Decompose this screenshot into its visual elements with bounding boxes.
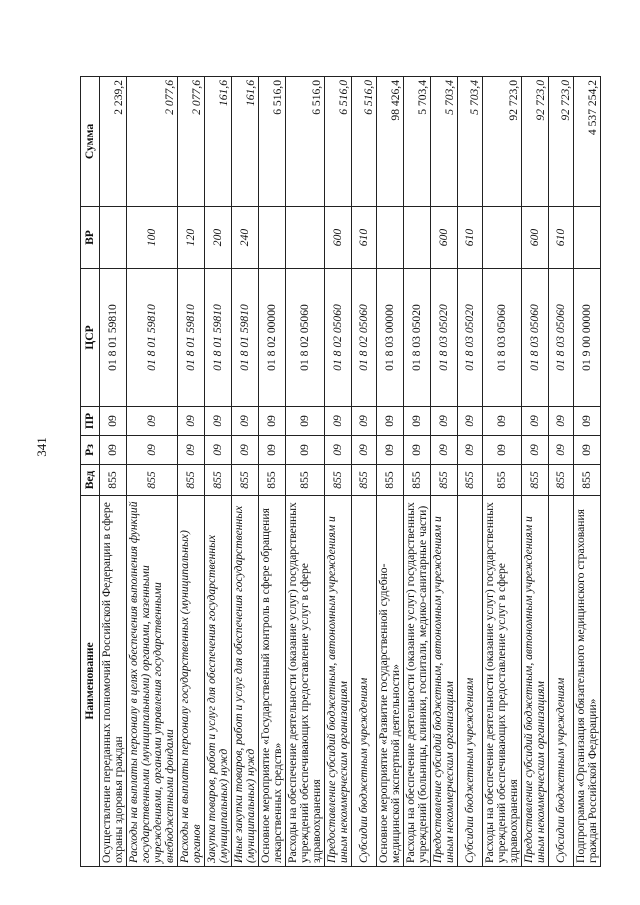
header-pr: ПР [81,407,100,436]
cell-rz: 09 [352,436,377,465]
cell-vr: 610 [352,207,377,269]
cell-ved: 855 [431,465,458,496]
cell-csr: 01 9 00 00000 [574,269,601,407]
cell-sum: 161,6 [232,77,259,207]
header-ved: Вед [81,465,100,496]
cell-vr [100,207,127,269]
cell-sum: 92 723,0 [483,77,522,207]
cell-vr [259,207,286,269]
cell-rz: 09 [205,436,232,465]
cell-ved: 855 [232,465,259,496]
cell-rz: 09 [458,436,483,465]
cell-name: Субсидии бюджетным учреждениям [352,496,377,867]
cell-pr: 09 [522,407,549,436]
cell-rz: 09 [431,436,458,465]
cell-csr: 01 8 03 05060 [522,269,549,407]
cell-vr: 240 [232,207,259,269]
cell-pr: 09 [431,407,458,436]
cell-csr: 01 8 03 05020 [458,269,483,407]
cell-pr: 09 [127,407,178,436]
cell-sum: 6 516,0 [286,77,325,207]
cell-csr: 01 8 01 59810 [205,269,232,407]
cell-csr: 01 8 01 59810 [178,269,205,407]
cell-name: Расходы на обеспечение деятельности (оказание услуг) государственных учреждений обеспечивающих предоставление услуг в сфере здравоохранения [286,496,325,867]
page-number: 341 [34,437,49,457]
cell-sum: 92 723,0 [549,77,574,207]
cell-pr: 09 [232,407,259,436]
cell-sum: 5 703,4 [431,77,458,207]
cell-csr: 01 8 03 05060 [483,269,522,407]
cell-sum: 2 077,6 [178,77,205,207]
table-row [458,77,483,867]
table-row [431,77,458,867]
cell-sum: 2 077,6 [127,77,178,207]
cell-csr: 01 8 02 05060 [325,269,352,407]
cell-vr: 100 [127,207,178,269]
cell-name: Предоставление субсидий бюджетным, автономным учреждениям и иным некоммерческим организациям [431,496,458,867]
cell-rz: 09 [259,436,286,465]
cell-vr [404,207,431,269]
table-row [549,77,574,867]
cell-ved: 855 [286,465,325,496]
cell-rz: 09 [127,436,178,465]
cell-ved: 855 [377,465,404,496]
cell-ved: 855 [404,465,431,496]
cell-sum: 6 516,0 [325,77,352,207]
table-row [325,77,352,867]
cell-vr: 600 [522,207,549,269]
cell-csr: 01 8 03 00000 [377,269,404,407]
cell-vr: 600 [325,207,352,269]
cell-pr: 09 [286,407,325,436]
cell-csr: 01 8 03 05020 [431,269,458,407]
cell-pr: 09 [205,407,232,436]
cell-csr: 01 8 03 05060 [549,269,574,407]
cell-csr: 01 8 01 59810 [127,269,178,407]
table-row [232,77,259,867]
cell-name: Субсидии бюджетным учреждениям [458,496,483,867]
cell-name: Расходы на выплаты персоналу в целях обеспечения выполнения функций государственными (муниципальными) органами, казенными учреждениями, органами управления государственными внебюджетными фондами [127,496,178,867]
cell-name: Подпрограмма «Организация обязательного медицинского страхования граждан Российской Федерации» [574,496,601,867]
cell-name: Субсидии бюджетным учреждениям [549,496,574,867]
cell-rz: 09 [100,436,127,465]
cell-ved: 855 [574,465,601,496]
cell-name: Основное мероприятие «Развитие государственной судебно-медицинской экспертной деятельности» [377,496,404,867]
cell-name: Расходы на обеспечение деятельности (оказание услуг) государственных учреждений обеспечивающих предоставление услуг в сфере здравоохранения [483,496,522,867]
cell-rz: 09 [483,436,522,465]
cell-rz: 09 [377,436,404,465]
cell-name: Расходы на выплаты персоналу государственных (муниципальных) органов [178,496,205,867]
cell-pr: 09 [483,407,522,436]
cell-pr: 09 [352,407,377,436]
cell-pr: 09 [549,407,574,436]
table-row [286,77,325,867]
cell-vr [574,207,601,269]
cell-name: Иные закупки товаров, работ и услуг для обеспечения государственных (муниципальных) нужд [232,496,259,867]
table-header-row [81,77,100,867]
cell-name: Закупка товаров, работ и услуг для обеспечения государственных (муниципальных) нужд [205,496,232,867]
cell-ved: 855 [522,465,549,496]
cell-sum: 4 537 254,2 [574,77,601,207]
cell-vr [286,207,325,269]
cell-ved: 855 [352,465,377,496]
cell-sum: 6 516,0 [259,77,286,207]
table-row [178,77,205,867]
cell-rz: 09 [574,436,601,465]
table-row [100,77,127,867]
table-row [352,77,377,867]
budget-table [80,76,601,867]
cell-rz: 09 [549,436,574,465]
budget-table-container [80,77,599,867]
cell-name: Основное мероприятие «Государственный контроль в сфере обращения лекарственных средств» [259,496,286,867]
header-rz: Рз [81,436,100,465]
table-row [522,77,549,867]
table-row [574,77,601,867]
cell-ved: 855 [205,465,232,496]
cell-ved: 855 [325,465,352,496]
cell-csr: 01 8 02 00000 [259,269,286,407]
cell-sum: 161,6 [205,77,232,207]
cell-name: Предоставление субсидий бюджетным, автономным учреждениям и иным некоммерческим организациям [522,496,549,867]
table-row [404,77,431,867]
table-row [127,77,178,867]
cell-rz: 09 [232,436,259,465]
cell-name: Расходы на обеспечение деятельности (оказание услуг) государственных учреждений (больницы, клиники, госпитали, медико-санитарные части) [404,496,431,867]
cell-pr: 09 [377,407,404,436]
cell-csr: 01 8 01 59810 [100,269,127,407]
cell-ved: 855 [178,465,205,496]
cell-pr: 09 [574,407,601,436]
cell-pr: 09 [325,407,352,436]
cell-csr: 01 8 02 05060 [286,269,325,407]
cell-pr: 09 [178,407,205,436]
table-body [100,77,601,867]
cell-vr [377,207,404,269]
cell-csr: 01 8 01 59810 [232,269,259,407]
cell-pr: 09 [404,407,431,436]
cell-vr: 120 [178,207,205,269]
table-row [205,77,232,867]
cell-ved: 855 [483,465,522,496]
cell-rz: 09 [325,436,352,465]
cell-rz: 09 [178,436,205,465]
cell-pr: 09 [100,407,127,436]
cell-vr [483,207,522,269]
cell-ved: 855 [259,465,286,496]
cell-name: Осуществление переданных полномочий Российской Федерации в сфере охраны здоровья граждан [100,496,127,867]
cell-ved: 855 [549,465,574,496]
cell-rz: 09 [286,436,325,465]
header-vr: ВР [81,207,100,269]
cell-ved: 855 [100,465,127,496]
cell-sum: 2 239,2 [100,77,127,207]
table-row [377,77,404,867]
table-row [483,77,522,867]
cell-pr: 09 [458,407,483,436]
cell-csr: 01 8 03 05020 [404,269,431,407]
cell-sum: 6 516,0 [352,77,377,207]
cell-sum: 5 703,4 [458,77,483,207]
cell-vr: 610 [458,207,483,269]
cell-vr: 610 [549,207,574,269]
cell-pr: 09 [259,407,286,436]
cell-rz: 09 [404,436,431,465]
cell-sum: 5 703,4 [404,77,431,207]
cell-csr: 01 8 02 05060 [352,269,377,407]
cell-name: Предоставление субсидий бюджетным, автономным учреждениям и иным некоммерческим организациям [325,496,352,867]
cell-sum: 92 723,0 [522,77,549,207]
header-csr: ЦСР [81,269,100,407]
header-name: Наименование [81,496,100,867]
cell-sum: 98 426,4 [377,77,404,207]
cell-rz: 09 [522,436,549,465]
cell-vr: 200 [205,207,232,269]
cell-vr: 600 [431,207,458,269]
cell-ved: 855 [458,465,483,496]
cell-ved: 855 [127,465,178,496]
table-row [259,77,286,867]
header-sum: Сумма [81,77,100,207]
